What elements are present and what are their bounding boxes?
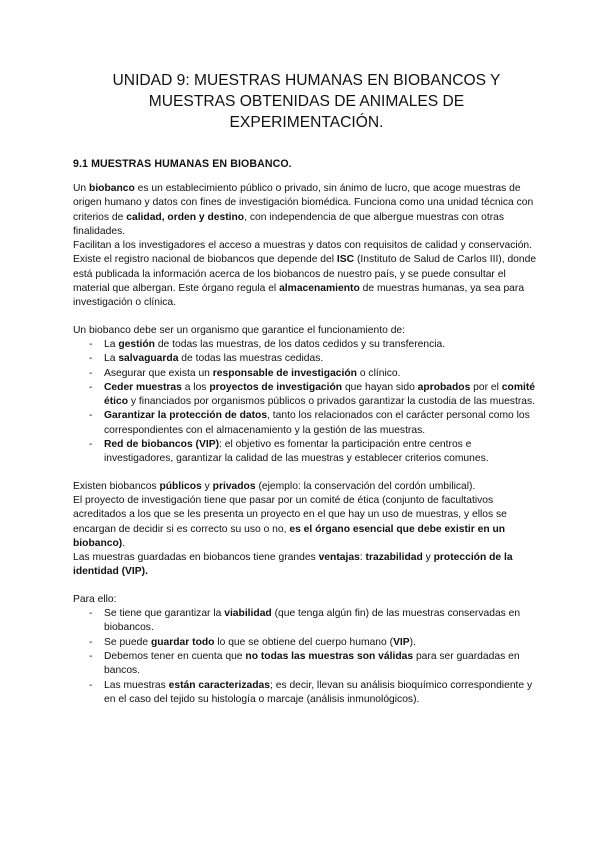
spacer — [73, 311, 540, 324]
bold-term: ISC — [336, 254, 355, 266]
bold-term: calidad, orden y destino — [126, 211, 245, 223]
list-item: - Red de biobancos (VIP): el objetivo es fomentar la participación entre centros e investigadores, garantizar la calidad de las muestras y establecer criterios comunes. — [73, 438, 540, 467]
list-item: - La gestión de todas las muestras, de los datos cedidos y su transferencia. — [73, 338, 540, 352]
bold-term: guardar todo — [150, 636, 215, 648]
document-title: UNIDAD 9: MUESTRAS HUMANAS EN BIOBANCOS Y MUESTRAS OBTENIDAS DE ANIMALES DE EXPERIMENTACIÓN. — [112, 72, 501, 131]
bold-term: ventajas — [318, 552, 360, 564]
bold-term: protección de la identidad (VIP). — [73, 552, 513, 578]
bold-term: biobanco — [89, 183, 135, 194]
conditions-list — [73, 607, 540, 707]
requirements-list — [73, 338, 540, 467]
bold-term: trazabilidad — [365, 552, 423, 564]
bold-term: comité ético — [104, 381, 535, 408]
bold-term: privados — [212, 480, 256, 492]
paragraph: Para ello: — [73, 593, 117, 605]
list-item: - Debemos tener en cuenta que no todas las muestras son válidas para ser guardadas en bancos. — [73, 650, 540, 679]
paragraph: Existen biobancos públicos y privados (ejemplo: la conservación del cordón umbilical). — [73, 480, 476, 492]
section-heading: 9.1 MUESTRAS HUMANAS EN BIOBANCO. — [73, 158, 292, 170]
bold-term: están caracterizadas — [168, 679, 270, 691]
bold-term: gestión — [118, 338, 155, 350]
bold-term: responsable de investigación — [212, 367, 357, 379]
list-item: - Asegurar que exista un responsable de investigación o clínico. — [73, 367, 540, 381]
paragraph: Existe el registro nacional de biobancos que depende del ISC (Instituto de Salud de Carlos III), donde está publicada la información acerca de los biobancos de nuestro país, y se puede consultar el material que albergan. Este órgano regula el almacenamiento de muestras humanas, ya sea para investigación o clínica. — [73, 254, 537, 309]
list-item: - Garantizar la protección de datos, tanto los relacionados con el carácter personal como los correspondientes con el almacenamiento y la gestión de las muestras. — [73, 409, 540, 438]
paragraph: Un biobanco debe ser un organismo que garantice el funcionamiento de: — [73, 324, 406, 336]
bold-term: proyectos de investigación — [209, 381, 343, 393]
bold-term: Garantizar la protección de datos — [104, 410, 268, 422]
list-item: - Se puede guardar todo lo que se obtiene del cuerpo humano (VIP). — [73, 636, 540, 650]
bold-term: viabilidad — [224, 608, 272, 620]
paragraph: Un biobanco es un establecimiento público o privado, sin ánimo de lucro, que acoge muestras de origen humano y datos con fines de investigación biomédica. Funciona como una unidad técnica con criterios de calidad, orden y destino, con independencia de que albergue muestras con otras finalidades. — [73, 183, 534, 237]
spacer — [73, 580, 540, 593]
list-item: - Se tiene que garantizar la viabilidad (que tenga algún fin) de las muestras conservadas en biobancos. — [73, 607, 540, 636]
list-item: - La salvaguarda de todas las muestras cedidas. — [73, 352, 540, 366]
paragraph: Facilitan a los investigadores el acceso a muestras y datos con requisitos de calidad y conservación. — [73, 240, 533, 252]
bold-term: es el órgano esencial que debe existir en un biobanco) — [73, 523, 506, 549]
bold-term: salvaguarda — [118, 353, 179, 365]
list-item: - Ceder muestras a los proyectos de investigación que hayan sido aprobados por el comité ético y financiados por organismos públicos o privados garantizar la custodia de las muestras. — [73, 381, 540, 410]
bold-term: Ceder muestras — [104, 381, 182, 393]
bold-term: VIP — [393, 636, 410, 648]
list-item: - Las muestras están caracterizadas; es decir, llevan su análisis bioquímico correspondiente y en el caso del tejido su histología o marcaje (análisis inmunológicos). — [73, 679, 540, 708]
bold-term: aprobados — [417, 381, 471, 393]
paragraph: Las muestras guardadas en biobancos tiene grandes ventajas: trazabilidad y protección de la identidad (VIP). — [73, 552, 513, 578]
bold-term: no todas las muestras son válidas — [245, 650, 414, 662]
bold-term: públicos — [159, 480, 202, 492]
spacer — [73, 467, 540, 480]
paragraph: El proyecto de investigación tiene que pasar por un comité de ética (conjunto de facultativos acreditados a los que se les presenta un proyecto en el que hay un uso de muestras, y ellos se encargan de decidir si es correcto su uso o no, es el órgano esencial que debe existir en un biobanco). — [73, 494, 507, 549]
bold-term: almacenamiento — [279, 283, 360, 295]
bold-term: Red de biobancos (VIP) — [104, 439, 219, 451]
